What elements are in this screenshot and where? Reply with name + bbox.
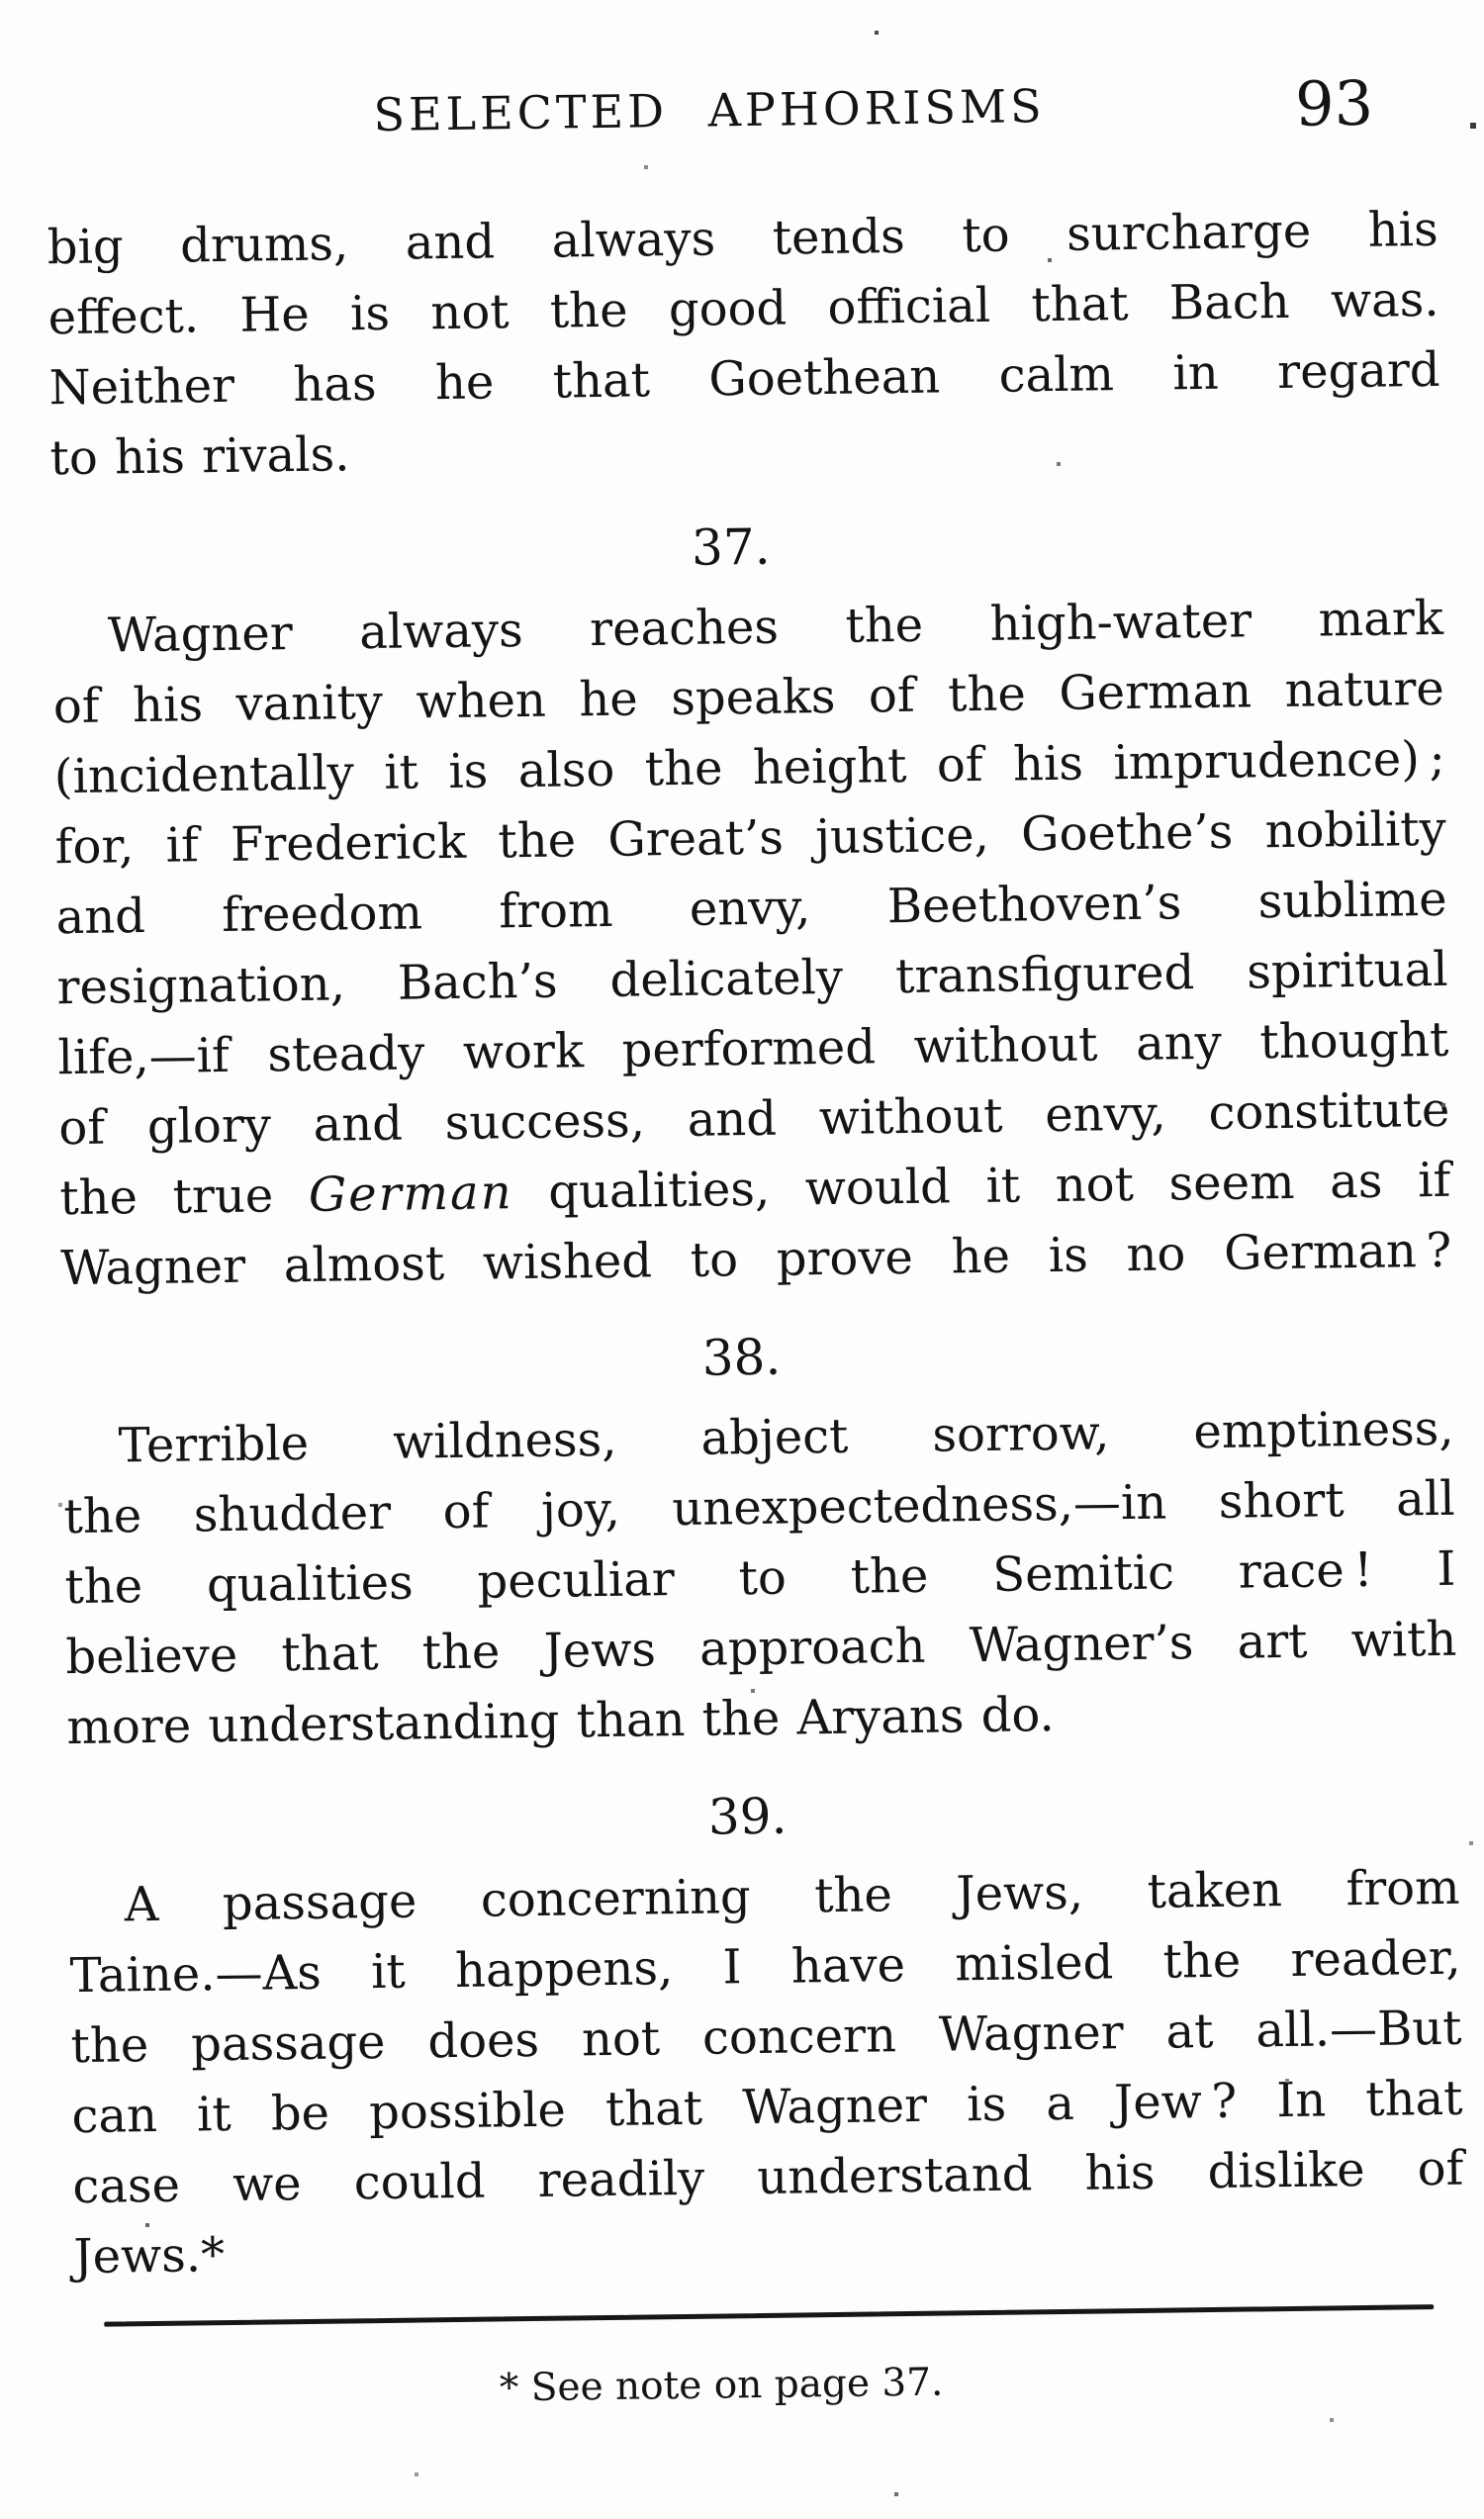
text-line: the passage does not concern Wagner at all.—But — [70, 2000, 1462, 2075]
text-line: big drums, and always tends to surcharge his — [46, 201, 1439, 276]
text-line: Jews.* — [73, 2227, 226, 2286]
text-line: resignation, Bach’s delicately transfigured spiritual — [56, 941, 1448, 1016]
text-line: the true German qualities, would it not seem as if — [59, 1152, 1451, 1227]
footnote: * See note on page 37. — [499, 2360, 944, 2411]
footnote-separator — [104, 2304, 1434, 2327]
text-line: the qualities peculiar to the Semitic race ! I — [64, 1540, 1456, 1616]
aphorism-number: 39. — [707, 1787, 788, 1846]
text-line: the shudder of joy, unexpectedness,—in short all — [63, 1470, 1455, 1545]
text-line: case we could readily understand his dislike of — [72, 2140, 1464, 2215]
aphorism-paragraph — [46, 195, 1441, 494]
text-line: and freedom from envy, Beethoven’s sublime — [55, 871, 1447, 946]
text-line: Terrible wildness, abject sorrow, emptiness, — [118, 1400, 1454, 1474]
text-line: of his vanity when he speaks of the German nature — [52, 660, 1445, 735]
text-line: Wagner always reaches the high-water mark — [107, 590, 1444, 664]
text-line: Neither has he that Goethean calm in regard — [48, 341, 1440, 417]
scan-noise — [0, 0, 2, 2]
text-line: for, if Frederick the Great’s justice, Goethe’s nobility — [54, 800, 1446, 876]
text-line: life,—if steady work performed without any thought — [57, 1011, 1449, 1086]
text-line: can it be possible that Wagner is a Jew ? In that — [71, 2070, 1463, 2145]
page-content — [46, 66, 1467, 2420]
running-title: SELECTED APHORISMS — [373, 79, 1046, 141]
aphorism-number: 38. — [701, 1328, 782, 1387]
text-line: effect. He is not the good official that Bach was. — [47, 271, 1439, 346]
page-header — [46, 66, 1438, 149]
aphorism-paragraph — [62, 1394, 1458, 1763]
page-number: 93 — [1294, 66, 1374, 140]
aphorism-number: 37. — [691, 517, 771, 577]
text-line: of glory and success, and without envy, constitute — [58, 1081, 1450, 1157]
aphorism-paragraph — [68, 1853, 1464, 2292]
text-line: Taine.—As it happens, I have misled the reader, — [69, 1929, 1461, 2005]
text-line: believe that the Jews approach Wagner’s art with — [65, 1611, 1457, 1686]
text-line: more understanding than the Aryans do. — [66, 1687, 1056, 1756]
text-line: to his rivals. — [49, 426, 350, 487]
text-line: Wagner almost wished to prove he is no German ? — [59, 1222, 1452, 1297]
text-line: (incidentally it is also the height of his imprudence) ; — [53, 730, 1446, 805]
text-block — [46, 195, 1464, 2292]
text-line: A passage concerning the Jews, taken from — [124, 1859, 1460, 1933]
aphorism-paragraph — [51, 584, 1451, 1304]
